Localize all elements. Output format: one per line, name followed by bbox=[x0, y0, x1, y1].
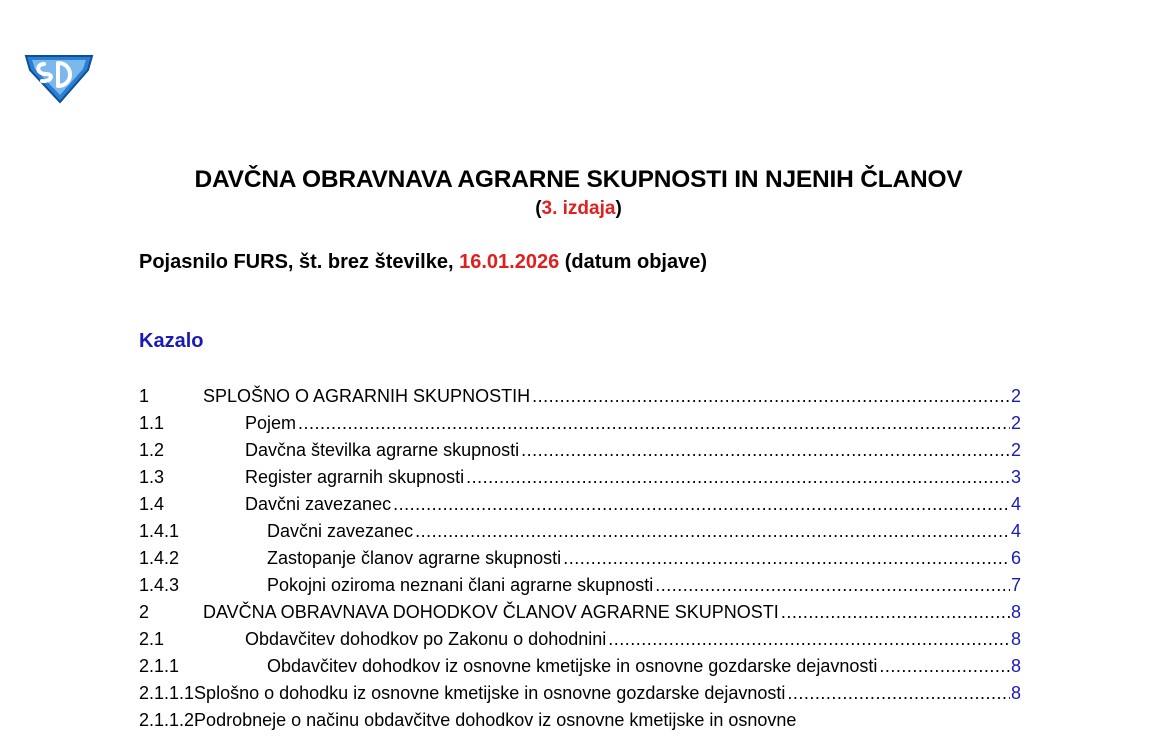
toc-entry-number: 1.1 bbox=[139, 413, 165, 433]
toc-dot-leader bbox=[655, 572, 1010, 599]
toc-entry-page[interactable]: 4 bbox=[1010, 521, 1021, 541]
toc-entry-label: Podrobneje o načinu obdavčitve dohodkov iz osnovne kmetijske in osnovne bbox=[194, 710, 797, 730]
toc-entry-page[interactable]: 8 bbox=[1010, 656, 1021, 676]
toc-entry[interactable] bbox=[139, 410, 1021, 437]
subtitle-suffix: (datum objave) bbox=[559, 251, 708, 273]
toc-entry-label: Zastopanje članov agrarne skupnosti bbox=[267, 548, 562, 568]
toc-entry-page[interactable]: 8 bbox=[1010, 629, 1021, 649]
toc-entry-number: 1.2 bbox=[139, 440, 165, 460]
toc-entry[interactable] bbox=[139, 653, 1021, 680]
toc-entry[interactable] bbox=[139, 680, 1021, 707]
toc-dot-leader bbox=[393, 491, 1010, 518]
toc-entry-label: Splošno o dohodku iz osnovne kmetijske in osnovne gozdarske dejavnosti bbox=[194, 683, 786, 703]
table-of-contents bbox=[139, 383, 1021, 734]
toc-dot-leader bbox=[608, 626, 1010, 653]
toc-entry-page[interactable]: 8 bbox=[1010, 602, 1021, 622]
toc-entry-page[interactable]: 3 bbox=[1010, 467, 1021, 487]
toc-entry-number: 2.1.1.2 bbox=[139, 710, 195, 730]
edition-open: ( bbox=[535, 198, 542, 219]
toc-entry-number: 1.4 bbox=[139, 494, 165, 514]
toc-entry[interactable] bbox=[139, 545, 1021, 572]
toc-entry-number: 1 bbox=[139, 386, 150, 406]
toc-dot-leader bbox=[466, 464, 1010, 491]
shield-logo-icon bbox=[22, 48, 96, 104]
toc-entry-number: 2.1.1 bbox=[139, 656, 180, 676]
toc-entry[interactable] bbox=[139, 518, 1021, 545]
toc-entry-number: 1.3 bbox=[139, 467, 165, 487]
publication-date: 16.01.2026 bbox=[459, 251, 560, 273]
toc-entry-label: DAVČNA OBRAVNAVA DOHODKOV ČLANOV AGRARNE SKUPNOSTI bbox=[203, 602, 779, 622]
document-subtitle bbox=[139, 251, 707, 274]
toc-entry-label: Davčni zavezanec bbox=[245, 494, 392, 514]
toc-entry[interactable] bbox=[139, 437, 1021, 464]
toc-heading: Kazalo bbox=[139, 330, 204, 352]
toc-entry-label: Pojem bbox=[245, 413, 297, 433]
toc-entry-number: 2 bbox=[139, 602, 150, 622]
toc-entry-label: Davčna številka agrarne skupnosti bbox=[245, 440, 520, 460]
document-title: DAVČNA OBRAVNAVA AGRARNE SKUPNOSTI IN NJENIH ČLANOV bbox=[194, 166, 963, 193]
toc-dot-leader bbox=[415, 518, 1010, 545]
toc-entry-number: 1.4.3 bbox=[139, 575, 180, 595]
toc-entry-label: Obdavčitev dohodkov po Zakonu o dohodnini bbox=[245, 629, 607, 649]
toc-entry-label: SPLOŠNO O AGRARNIH SKUPNOSTIH bbox=[203, 386, 531, 406]
toc-entry[interactable] bbox=[139, 626, 1021, 653]
document-edition bbox=[0, 198, 1157, 220]
toc-entry[interactable] bbox=[139, 464, 1021, 491]
toc-dot-leader bbox=[879, 653, 1010, 680]
edition-text: 3. izdaja bbox=[541, 198, 616, 219]
toc-entry-label: Pokojni oziroma neznani člani agrarne skupnosti bbox=[267, 575, 654, 595]
toc-entry[interactable] bbox=[139, 491, 1021, 518]
toc-dot-leader bbox=[563, 545, 1010, 572]
toc-entry-page[interactable]: 6 bbox=[1010, 548, 1021, 568]
toc-entry-number: 2.1 bbox=[139, 629, 165, 649]
toc-entry-label: Obdavčitev dohodkov iz osnovne kmetijske in osnovne gozdarske dejavnosti bbox=[267, 656, 878, 676]
toc-entry-page[interactable]: 4 bbox=[1010, 494, 1021, 514]
toc-entry[interactable] bbox=[139, 707, 1021, 734]
toc-entry-number: 1.4.1 bbox=[139, 521, 180, 541]
toc-entry[interactable] bbox=[139, 572, 1021, 599]
subtitle-prefix: Pojasnilo FURS, št. brez številke, bbox=[139, 251, 460, 273]
toc-dot-leader bbox=[532, 383, 1010, 410]
toc-dot-leader bbox=[521, 437, 1010, 464]
toc-entry-page[interactable]: 8 bbox=[1010, 683, 1021, 703]
toc-entry-page[interactable]: 7 bbox=[1010, 575, 1021, 595]
toc-entry-number: 2.1.1.1 bbox=[139, 683, 195, 703]
toc-dot-leader bbox=[298, 410, 1010, 437]
toc-dot-leader bbox=[781, 599, 1010, 626]
edition-close: ) bbox=[615, 198, 622, 219]
toc-entry-page[interactable]: 2 bbox=[1010, 413, 1021, 433]
toc-entry-number: 1.4.2 bbox=[139, 548, 180, 568]
toc-entry-label: Davčni zavezanec bbox=[267, 521, 414, 541]
toc-dot-leader bbox=[787, 680, 1010, 707]
toc-entry[interactable] bbox=[139, 383, 1021, 410]
toc-entry[interactable] bbox=[139, 599, 1021, 626]
toc-entry-label: Register agrarnih skupnosti bbox=[245, 467, 465, 487]
toc-entry-page[interactable]: 2 bbox=[1010, 440, 1021, 460]
toc-entry-page[interactable]: 2 bbox=[1010, 386, 1021, 406]
